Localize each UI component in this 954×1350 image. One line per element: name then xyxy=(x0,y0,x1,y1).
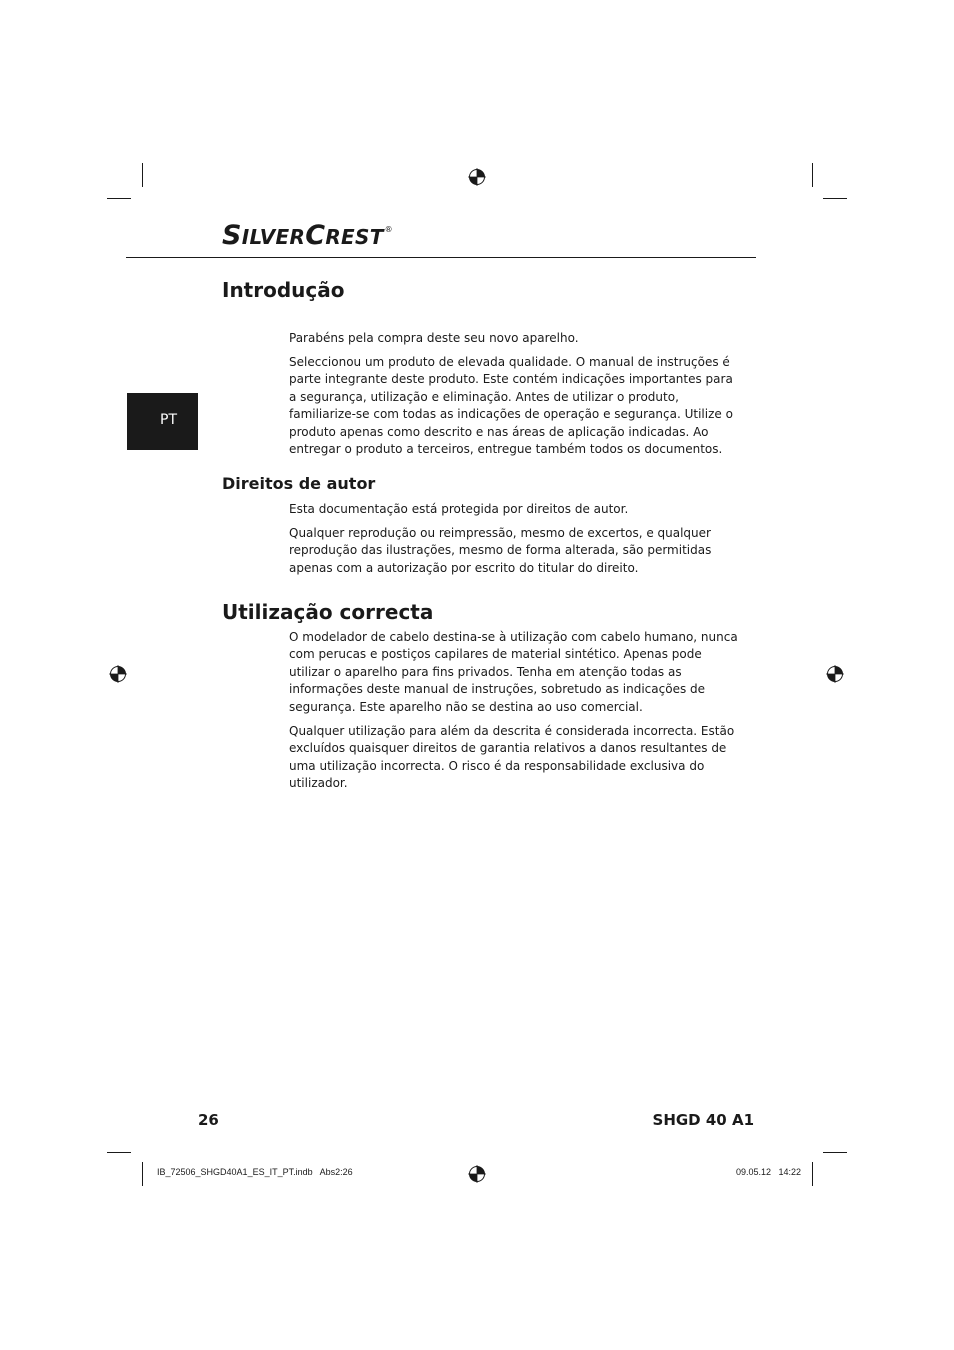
section-title-intended-use: Utilização correcta xyxy=(222,600,434,624)
crop-mark xyxy=(107,1152,131,1153)
crop-mark xyxy=(142,1162,143,1186)
paragraph: O modelador de cabelo destina-se à utilização com cabelo humano, nunca com perucas e postiços capilares de material sintético. Apenas pode utilizar o aparelho para fins privados. Tenha em atenção todas as informações deste manual de instruções, sobretudo as indicações de segurança. Este aparelho não se destina ao uso comercial. xyxy=(289,630,738,714)
print-slug-datetime: 09.05.12 14:22 xyxy=(736,1167,802,1177)
paragraph: Seleccionou um produto de elevada qualidade. O manual de instruções é parte integrante deste produto. Este contém indicações importantes para a segurança, utilização e eliminação. Antes de utilizar o produto, familiarize-se com todas as indicações de operação e segurança. Utilize o produto apenas como descrito e nas áreas de aplicação indicadas. Ao entregar o produto a terceiros, entregue também todos os documentos. xyxy=(289,355,733,457)
logo-rest-2: REST xyxy=(325,225,384,249)
crop-mark xyxy=(823,1152,847,1153)
logo-initial-s: S xyxy=(222,220,242,251)
registration-mark-icon xyxy=(468,168,486,186)
registration-mark-icon xyxy=(109,665,127,683)
page-number: 26 xyxy=(198,1111,219,1129)
logo-initial-c: C xyxy=(305,220,326,251)
paragraph: Qualquer utilização para além da descrita é considerada incorrecta. Estão excluídos quaisquer direitos de garantia relativos a danos resultantes de uma utilização incorrecta. O risco é da responsabilidade exclusiva do utilizador. xyxy=(289,724,735,791)
crop-mark xyxy=(812,163,813,187)
section-title-intro: Introdução xyxy=(222,278,345,302)
registration-mark-icon xyxy=(826,665,844,683)
logo-rest-1: ILVER xyxy=(241,225,306,249)
registration-mark-icon xyxy=(468,1165,486,1183)
print-slug-file: IB_72506_SHGD40A1_ES_IT_PT.indb Abs2:26 xyxy=(157,1167,353,1177)
header-rule xyxy=(126,257,756,258)
paragraph: Qualquer reprodução ou reimpressão, mesmo de excertos, e qualquer reprodução das ilustrações, mesmo de forma alterada, são permitidas apenas com a autorização por escrito do titular do direito. xyxy=(289,526,712,575)
registered-mark: ® xyxy=(384,225,393,234)
paragraph: Esta documentação está protegida por direitos de autor. xyxy=(289,502,629,516)
section-title-copyright: Direitos de autor xyxy=(222,474,376,493)
crop-mark xyxy=(823,198,847,199)
crop-mark xyxy=(107,198,131,199)
language-tab-label: PT xyxy=(160,412,177,428)
crop-mark xyxy=(812,1162,813,1186)
model-number: SHGD 40 A1 xyxy=(652,1111,754,1129)
brand-logo xyxy=(222,220,393,251)
paragraph: Parabéns pela compra deste seu novo aparelho. xyxy=(289,331,579,345)
crop-mark xyxy=(142,163,143,187)
language-tab xyxy=(127,393,198,450)
